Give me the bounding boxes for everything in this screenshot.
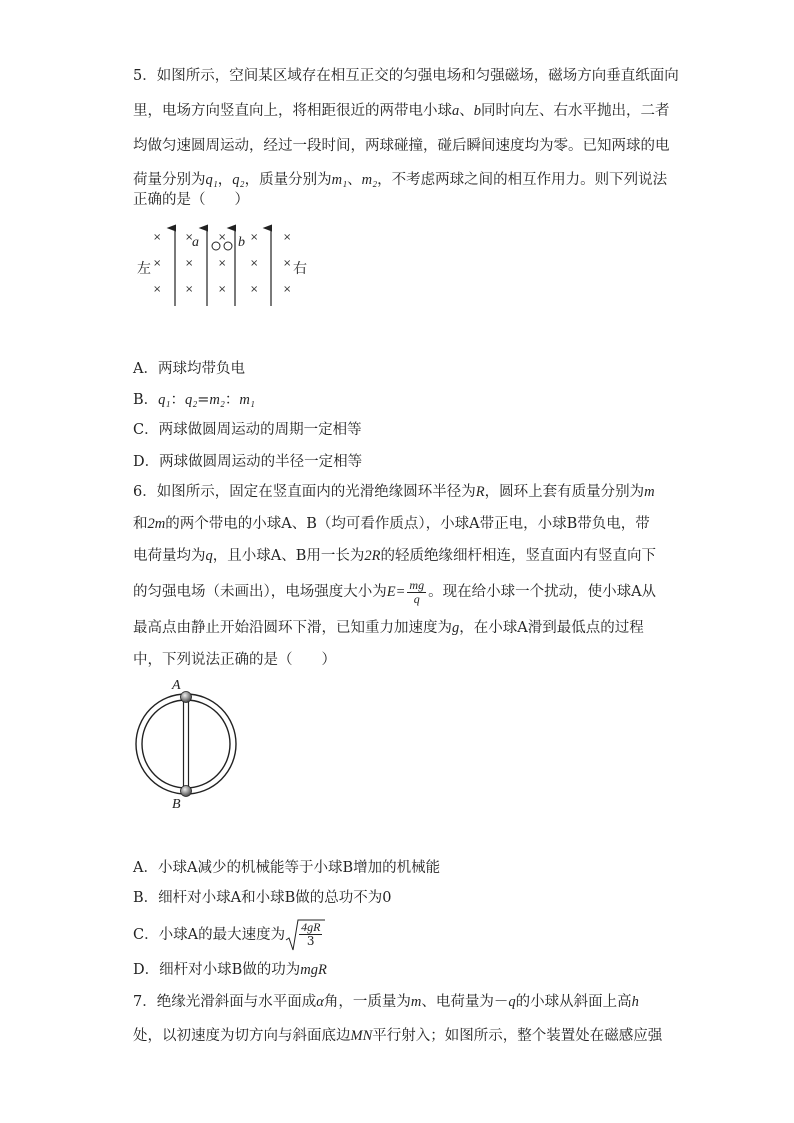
q6-line-4: 的匀强电场（未画出），电场强度大小为E= $\frac{mg}{q}$ 。现在给小球一个扰动，使小球A从	[133, 577, 657, 606]
q5-option-c: C．两球做圆周运动的周期一定相等	[133, 422, 362, 438]
q5-field-diagram	[130, 222, 320, 312]
svg-text:×: ×	[153, 232, 162, 243]
field-diagram-svg	[130, 222, 320, 312]
q5-line-2: 里，电场方向竖直向上，将相距很近的两带电小球a、b同时向左、右水平抛出，二者	[133, 103, 670, 119]
sqrt-expression: $\frac{4gR}{3}$	[285, 918, 325, 952]
q6-line-1: 6．如图所示，固定在竖直面内的光滑绝缘圆环半径为R，圆环上套有质量分别为m	[133, 484, 655, 500]
q5-option-b: B．q₁：q₂=m₂：m₁	[133, 392, 255, 408]
label-b: b	[238, 235, 245, 250]
q5-option-a: A．两球均带负电	[133, 361, 245, 377]
q6-option-d: D．细杆对小球B做的功为mgR	[133, 962, 327, 978]
svg-text:×: ×	[185, 284, 194, 295]
label-left: 左	[137, 261, 151, 277]
q6-ring-diagram	[130, 680, 250, 815]
q6-option-b: B．细杆对小球A和小球B做的总功不为0	[133, 890, 392, 906]
ball-a	[212, 242, 220, 250]
q6-option-c: C．小球A的最大速度为 $\frac{4gR}{3}$	[133, 918, 325, 952]
field-strength-fraction: $\frac{mg}{q}$	[409, 577, 425, 606]
svg-text:×: ×	[153, 284, 162, 295]
svg-text:×: ×	[185, 258, 194, 269]
svg-text:×: ×	[283, 232, 292, 243]
ball-B	[181, 786, 192, 797]
q6-line-5: 最高点由静止开始沿圆环下滑，已知重力加速度为g，在小球A滑到最低点的过程	[133, 620, 644, 636]
ring-diagram-svg	[130, 680, 250, 815]
q5-line-5: 正确的是（ ）	[133, 192, 249, 208]
label-B: B	[172, 797, 181, 812]
q5-line-3: 均做匀速圆周运动，经过一段时间，两球碰撞，碰后瞬间速度均为零。已知两球的电	[133, 138, 670, 154]
svg-text:×: ×	[250, 284, 259, 295]
q7-line-2: 处，以初速度为切方向与斜面底边MN平行射入；如图所示，整个装置处在磁感应强	[133, 1028, 663, 1044]
label-a: a	[192, 235, 199, 250]
svg-text:×: ×	[218, 258, 227, 269]
svg-text:×: ×	[218, 232, 227, 243]
svg-text:×: ×	[283, 258, 292, 269]
q6-line-6: 中，下列说法正确的是（ ）	[133, 652, 336, 668]
q5-line-1: 5．如图所示，空间某区域存在相互正交的匀强电场和匀强磁场，磁场方向垂直纸面向	[133, 68, 679, 84]
svg-text:×: ×	[283, 284, 292, 295]
ring-inner	[142, 700, 230, 788]
svg-text:×: ×	[250, 232, 259, 243]
svg-text:×: ×	[250, 258, 259, 269]
svg-text:×: ×	[153, 258, 162, 269]
q6-option-a: A．小球A减少的机械能等于小球B增加的机械能	[133, 860, 441, 876]
ball-b	[224, 242, 232, 250]
svg-text:×: ×	[218, 284, 227, 295]
ring-outer	[136, 694, 236, 794]
q6-line-2: 和2m的两个带电的小球A、B（均可看作质点），小球A带正电，小球B带负电，带	[133, 516, 650, 532]
q6-line-3: 电荷量均为q，且小球A、B用一长为2R的轻质绝缘细杆相连，竖直面内有竖直向下	[133, 548, 656, 564]
q5-line-4: 荷量分别为q₁，q₂，质量分别为m₁、m₂，不考虑两球之间的相互作用力。则下列说法	[133, 172, 668, 188]
ball-A	[181, 692, 192, 703]
svg-text:×: ×	[185, 232, 194, 243]
q5-option-d: D．两球做圆周运动的半径一定相等	[133, 454, 363, 470]
q7-line-1: 7．绝缘光滑斜面与水平面成α角，一质量为m、电荷量为－q的小球从斜面上高h	[133, 994, 639, 1010]
label-right: 右	[293, 261, 307, 277]
label-A: A	[172, 678, 181, 693]
